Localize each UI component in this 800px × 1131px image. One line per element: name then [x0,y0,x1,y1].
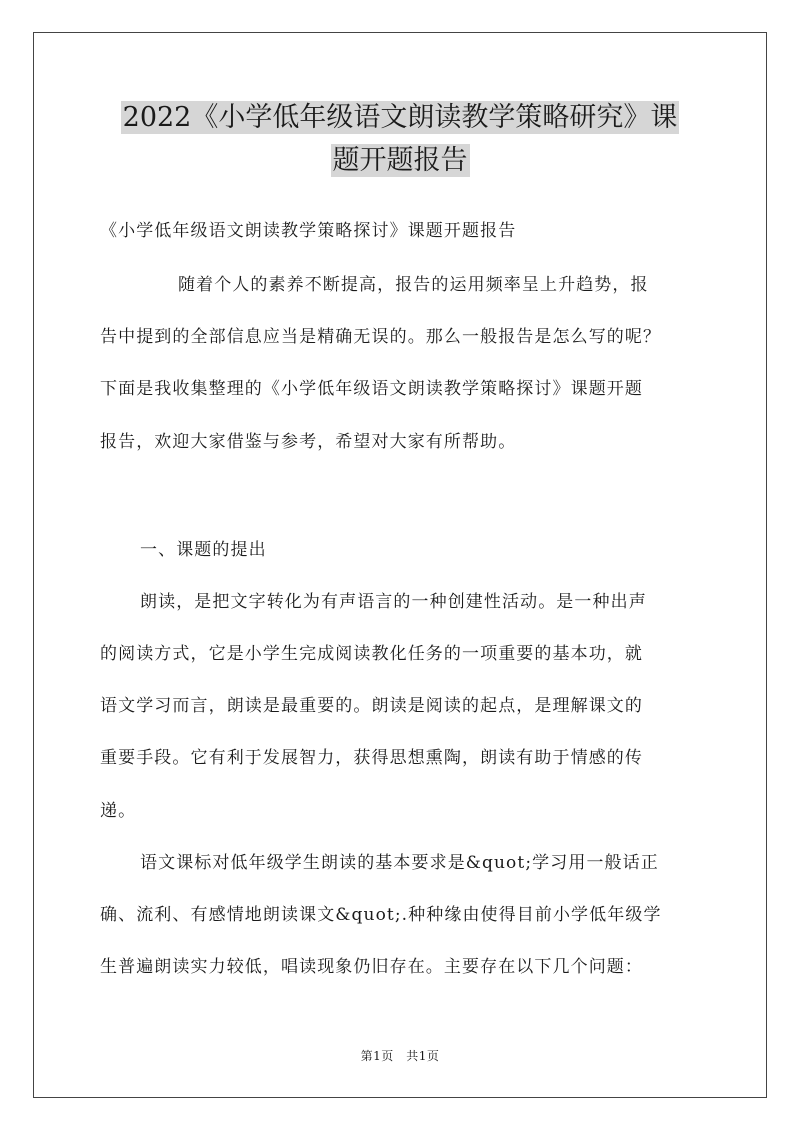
intro-line: 报告，欢迎大家借鉴与参考，希望对大家有所帮助。 [100,432,517,452]
section-heading: 一、课题的提出 [140,540,267,560]
page-number: 第1页 共1页 [360,1049,440,1063]
page-border [33,32,767,1098]
paragraph-line: 生普遍朗读实力较低，唱读现象仍旧存在。主要存在以下几个问题： [100,957,643,977]
intro-line: 下面是我收集整理的《小学低年级语文朗读教学策略探讨》课题开题 [100,379,643,399]
title-line-1: 2022《小学低年级语文朗读教学策略研究》课 [122,102,678,133]
paragraph-line: 朗读，是把文字转化为有声语言的一种创建性活动。是一种出声 [140,592,647,612]
paragraph-line: 确、流利、有感情地朗读课文&quot;.种种缘由使得目前小学低年级学 [100,905,662,925]
paragraph-line: 重要手段。它有利于发展智力，获得思想熏陶，朗读有助于情感的传 [100,748,643,768]
paragraph-line: 语文课标对低年级学生朗读的基本要求是&quot;学习用一般话正 [140,853,659,873]
paragraph-line: 语文学习而言，朗读是最重要的。朗读是阅读的起点，是理解课文的 [100,696,643,716]
intro-line: 告中提到的全部信息应当是精确无误的。那么一般报告是怎么写的呢？ [100,327,662,347]
intro-line: 随着个人的素养不断提高，报告的运用频率呈上升趋势，报 [178,275,649,295]
document-title [100,96,700,182]
subtitle: 《小学低年级语文朗读教学策略探讨》课题开题报告 [100,221,517,241]
paragraph-line: 的阅读方式，它是小学生完成阅读教化任务的一项重要的基本功，就 [100,644,643,664]
title-line-2: 题开题报告 [332,145,468,176]
paragraph-line: 递。 [100,801,137,821]
